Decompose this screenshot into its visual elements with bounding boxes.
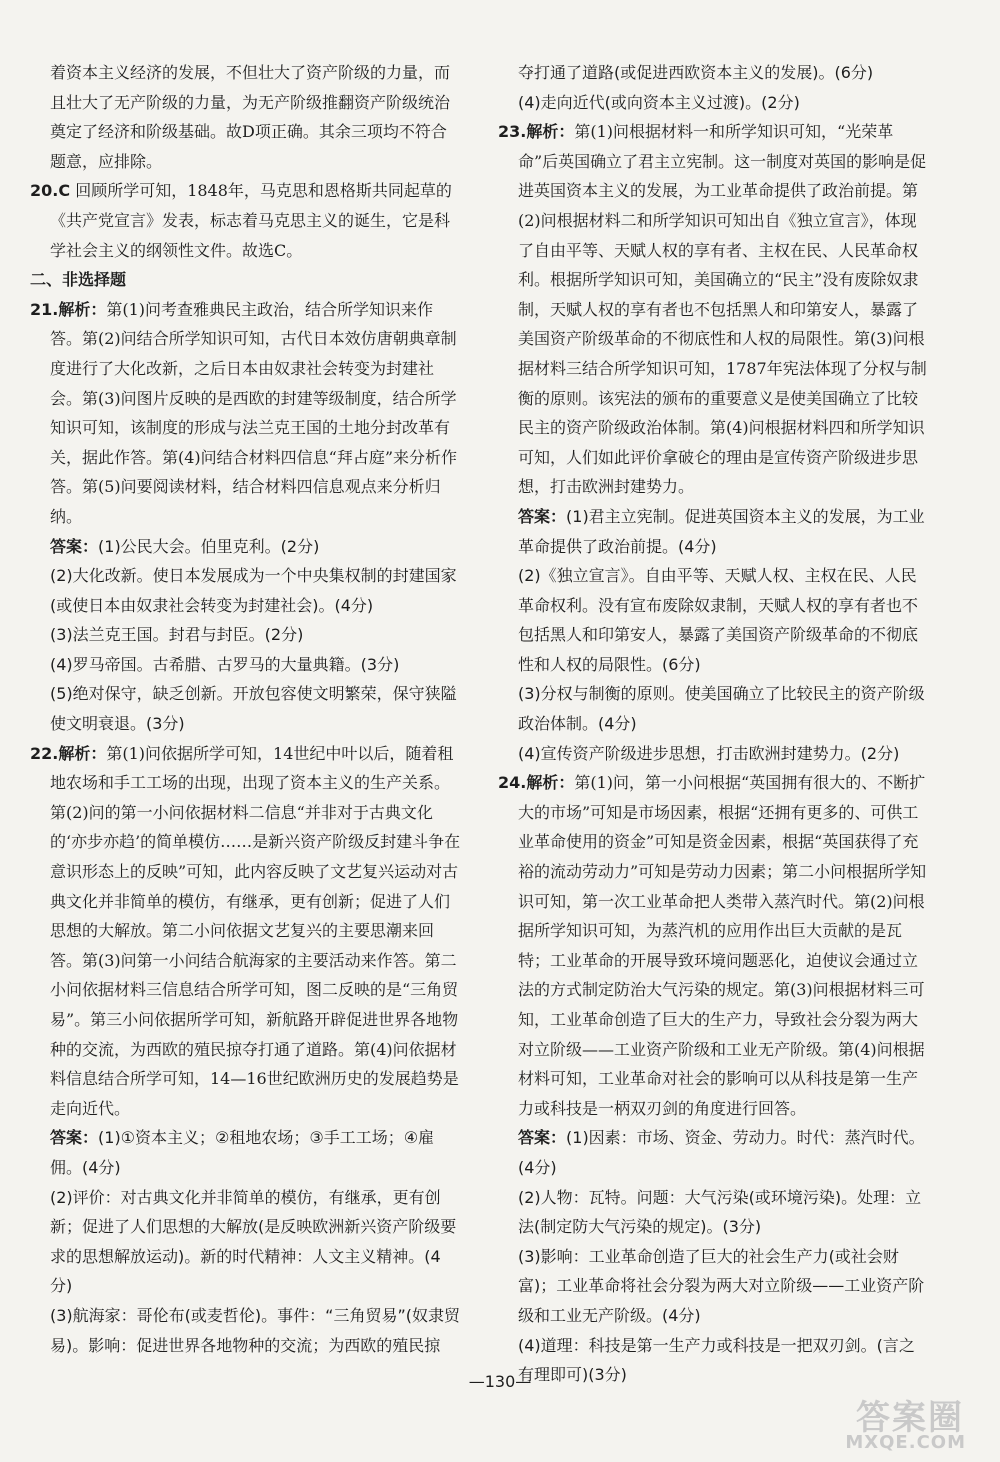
- q24-answer-label: 答案：: [518, 1128, 567, 1148]
- q22-number: 22.: [30, 743, 59, 763]
- q21-answer-2: (2)大化改新。使日本发展成为一个中央集权制的封建国家(或使日本由奴隶社会转变为封建社会)。(4分): [50, 566, 457, 615]
- q24-analysis: [498, 768, 930, 1123]
- q21-answer-5: (5)绝对保守，缺乏创新。开放包容使文明繁荣，保守狭隘使文明衰退。(3分): [50, 684, 457, 734]
- q21-answer-label: 答案：: [50, 536, 99, 556]
- q24-answer-1: [498, 1123, 930, 1182]
- q20-text: 回顾所学可知，1848年，马克思和恩格斯共同起草的《共产党宣言》发表，标志着马克思主义的诞生，它是科学社会主义的纲领性文件。故选C。: [50, 181, 452, 260]
- page-number: —130—: [468, 1372, 532, 1391]
- right-column: [498, 58, 930, 1390]
- q21-analysis: [30, 295, 462, 532]
- q22-answer-1: [30, 1123, 462, 1182]
- q21-answer-4: (4)罗马帝国。古希腊、古罗马的大量典籍。(3分): [50, 654, 400, 674]
- q22-answer-4: (4)走向近代(或向资本主义过渡)。(2分): [518, 92, 800, 112]
- q22-answer-1-text: (1)①资本主义；②租地农场；③手工工场；④雇佣。(4分): [50, 1128, 435, 1177]
- q22-answer-3-continued: 夺打通了道路(或促进西欧资本主义的发展)。(6分): [518, 63, 874, 82]
- q21-analysis-text: 第(1)问考查雅典民主政治，结合所学知识来作答。第(2)问结合所学知识可知，古代日本效仿唐朝典章制度进行了大化改新，之后日本由奴隶社会转变为封建社会。第(3)问图片反映的是西欧的封建等级制度，结合所学知识可知，该制度的形成与法兰克王国的土地分封改革有关，据此作答。第(4)问结合材料四信息“拜占庭”来分析作答。第(5)问要阅读材料，结合材料四信息观点来分析归纳。: [50, 299, 458, 526]
- q21-answer-1: [30, 532, 462, 562]
- watermark-logo: [810, 1390, 970, 1454]
- watermark-logo-text: 答案圈: [856, 1398, 964, 1438]
- q24-analysis-label: 解析：: [526, 773, 575, 793]
- q24-answer-4: (4)道理：科技是第一生产力或科技是一把双刃剑。(言之有理即可)(3分): [518, 1335, 915, 1385]
- q23-analysis-text: 第(1)问根据材料一和所学知识可知，“光荣革命”后英国确立了君主立宪制。这一制度对英国的影响是促进英国资本主义的发展，为工业革命提供了政治前提。第(2)问根据材料二和所学知识可知出自《独立宣言》，体现了自由平等、天赋人权的享有者、主权在民、人民革命权利。根据所学知识可知，美国确立的“民主”没有废除奴隶制，天赋人权的享有者也不包括黑人和印第安人，暴露了美国资产阶级革命的不彻底性和人权的局限性。第(3)问根据材料三结合所学知识可知，1787年宪法体现了分权与制衡的原则。该宪法的颁布的重要意义是使美国确立了比较民主的资产阶级政治体制。第(4)问根据材料四和所学知识可知，人们如此评价拿破仑的理由是宣传资产阶级进步思想，打击欧洲封建势力。: [518, 122, 927, 497]
- q21-answer-3: (3)法兰克王国。封君与封臣。(2分): [50, 625, 304, 645]
- q23-answer-1-text: (1)君主立宪制。促进英国资本主义的发展，为工业革命提供了政治前提。(4分): [518, 506, 925, 556]
- q24-number: 24.: [498, 773, 527, 793]
- q23-answer-1: [498, 502, 930, 561]
- q21-answer-1-text: (1)公民大会。伯里克利。(2分): [98, 536, 320, 556]
- q23-analysis: [498, 117, 930, 502]
- q20-item: [30, 176, 462, 265]
- q21-number: 21.: [30, 299, 59, 319]
- q23-answer-3: (3)分权与制衡的原则。使美国确立了比较民主的资产阶级政治体制。(4分): [518, 684, 925, 734]
- q22-answer-2: (2)评价：对古典文化并非简单的模仿，有继承，更有创新；促进了人们思想的大解放(是反映欧洲新兴资产阶级要求的思想解放运动)。新的时代精神：人文主义精神。(4分): [50, 1187, 457, 1296]
- q23-number: 23.: [498, 122, 527, 142]
- q19-continuation: 着资本主义经济的发展，不但壮大了资产阶级的力量，而且壮大了无产阶级的力量，为无产阶级推翻资产阶级统治奠定了经济和阶级基础。故D项正确。其余三项均不符合题意，应排除。: [50, 63, 451, 171]
- q20-number: 20.C: [30, 181, 71, 201]
- watermark-url-text: MXQE.COM: [845, 1432, 966, 1453]
- q23-answer-label: 答案：: [518, 506, 567, 526]
- q24-answer-1-text: (1)因素：市场、资金、劳动力。时代：蒸汽时代。(4分): [518, 1128, 925, 1177]
- q22-analysis-label: 解析：: [58, 743, 107, 763]
- q24-answer-3: (3)影响：工业革命创造了巨大的社会生产力(或社会财富)；工业革命将社会分裂为两大对立阶级——工业资产阶级和工业无产阶级。(4分): [518, 1246, 925, 1325]
- q22-analysis: [30, 739, 462, 1124]
- left-column: [30, 58, 462, 1360]
- q22-analysis-text: 第(1)问依据所学可知，14世纪中叶以后，随着租地农场和手工工场的出现，出现了资本主义的生产关系。第(2)问的第一小问依据材料二信息“并非对于古典文化的‘亦步亦趋’的简单模仿……是新兴资产阶级反封建斗争在意识形态上的反映”可知，此内容反映了文艺复兴运动对古典文化并非简单的模仿，有继承，更有创新；促进了人们思想的大解放。第二小问依据文艺复兴的主要思潮来回答。第(3)问第一小问结合航海家的主要活动来作答。第二小问依据材料三信息结合所学可知，图二反映的是“三角贸易”。第三小问依据所学可知，新航路开辟促进世界各地物种的交流，为西欧的殖民掠夺打通了道路。第(4)问依据材料信息结合所学可知，14—16世纪欧洲历史的发展趋势是走向近代。: [50, 743, 461, 1118]
- section-title: 二、非选择题: [30, 270, 127, 290]
- q21-analysis-label: 解析：: [58, 299, 107, 319]
- q23-answer-4: (4)宣传资产阶级进步思想，打击欧洲封建势力。(2分): [518, 743, 900, 763]
- q22-answer-3: (3)航海家：哥伦布(或麦哲伦)。事件：“三角贸易”(奴隶贸易)。影响：促进世界各地物种的交流；为西欧的殖民掠: [50, 1305, 460, 1355]
- q24-analysis-text: 第(1)问，第一小问根据“英国拥有很大的、不断扩大的市场”可知是市场因素，根据“还拥有更多的、可供工业革命使用的资金”可知是资金因素，根据“英国获得了充裕的流动劳动力”可知是劳动力因素；第二小问根据所学知识可知，第一次工业革命把人类带入蒸汽时代。第(2)问根据所学知识可知，为蒸汽机的应用作出巨大贡献的是瓦特；工业革命的开展导致环境问题恶化，迫使议会通过立法的方式制定防治大气污染的规定。第(3)问根据材料三可知，工业革命创造了巨大的生产力，导致社会分裂为两大对立阶级——工业资产阶级和工业无产阶级。第(4)问根据材料可知，工业革命对社会的影响可以从科技是第一生产力或科技是一柄双刃剑的角度进行回答。: [518, 773, 927, 1118]
- q23-answer-2: (2)《独立宣言》。自由平等、天赋人权、主权在民、人民革命权利。没有宣布废除奴隶制，天赋人权的享有者也不包括黑人和印第安人，暴露了美国资产阶级革命的不彻底性和人权的局限性。(6分): [518, 566, 919, 674]
- q23-analysis-label: 解析：: [526, 122, 575, 142]
- q24-answer-2: (2)人物：瓦特。问题：大气污染(或环境污染)。处理：立法(制定防大气污染的规定)。(3分): [518, 1187, 922, 1237]
- q22-answer-label: 答案：: [50, 1128, 99, 1148]
